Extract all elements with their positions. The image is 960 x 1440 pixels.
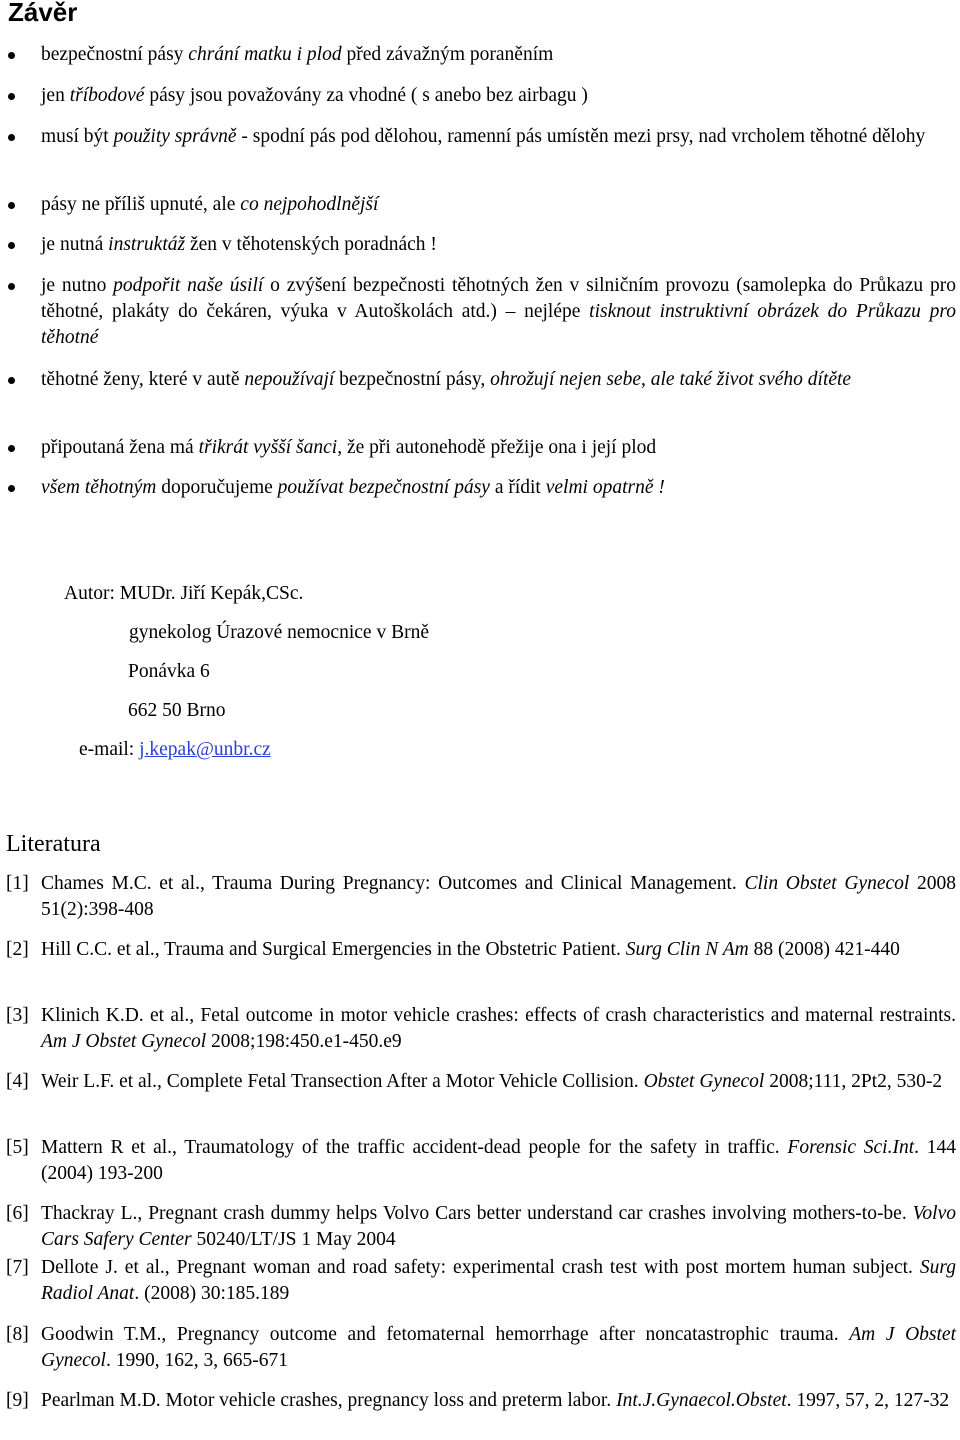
text-segment: 2008 51(2):398-408 xyxy=(41,873,956,920)
conclusion-item xyxy=(41,273,956,351)
reference-number: [4] xyxy=(6,1071,29,1092)
bullet-icon xyxy=(8,202,15,209)
author-city: 662 50 Brno xyxy=(128,700,226,721)
reference-item xyxy=(0,1069,956,1095)
reference-number: [1] xyxy=(6,873,29,894)
bullet-icon xyxy=(8,242,15,249)
reference-text xyxy=(41,1388,956,1414)
reference-number: [6] xyxy=(6,1203,29,1224)
reference-item xyxy=(0,1255,956,1307)
text-segment: Pearlman M.D. Motor vehicle crashes, pregnancy loss and preterm labor. xyxy=(41,1390,617,1411)
text-segment: . (2008) 30:185.189 xyxy=(134,1283,290,1304)
section-heading-literature: Literatura xyxy=(6,831,101,857)
text-segment: Weir L.F. et al., Complete Fetal Transection After a Motor Vehicle Collision. xyxy=(41,1071,644,1092)
text-segment: pásy ne příliš upnuté, ale xyxy=(41,194,241,215)
emphasis-text: třikrát vyšší šanci xyxy=(198,437,338,458)
reference-text xyxy=(41,937,956,963)
text-segment: pásy jsou považovány za vhodné ( s anebo bez airbagu ) xyxy=(144,85,588,106)
text-segment: bezpečnostní pásy, xyxy=(334,369,491,390)
text-segment: Mattern R et al., Traumatology of the traffic accident-dead people for the safety in traffic. xyxy=(41,1137,788,1158)
bullet-icon xyxy=(8,134,15,141)
text-segment: jen xyxy=(41,85,70,106)
emphasis-text: nepoužívají xyxy=(244,369,335,390)
bullet-icon xyxy=(8,52,15,59)
conclusion-item xyxy=(41,192,956,218)
author-name: Autor: MUDr. Jiří Kepák,CSc. xyxy=(64,583,304,604)
conclusion-item xyxy=(41,124,956,150)
emphasis-text: všem těhotným xyxy=(41,477,157,498)
emphasis-text: co nejpohodlnější xyxy=(240,194,379,215)
reference-text xyxy=(41,1069,956,1095)
conclusion-item-text xyxy=(41,477,665,498)
emphasis-text: velmi opatrně ! xyxy=(545,477,665,498)
text-segment: je nutná xyxy=(41,234,109,255)
emphasis-text: Obstet Gynecol xyxy=(643,1071,765,1092)
emphasis-text: Am J Obstet Gynecol xyxy=(41,1324,956,1371)
emphasis-text: Volvo Cars Safery Center xyxy=(41,1203,956,1250)
text-segment: . 1997, 57, 2, 127-32 xyxy=(786,1390,950,1411)
conclusion-item-text xyxy=(41,234,437,255)
text-segment: - spodní pás pod dělohou, ramenní pás umístěn mezi prsy, nad vrcholem těhotné dělohy xyxy=(236,126,926,147)
reference-item xyxy=(0,1003,956,1055)
text-segment: o zvýšení bezpečnosti těhotných žen v silničním provozu (samolepka do Průkazu pro těhotné, plakáty do čekáren, výuka v Autoškolách atd.) – nejlépe xyxy=(41,275,956,322)
reference-number: [2] xyxy=(6,939,29,960)
text-segment: připoutaná žena má xyxy=(41,437,199,458)
conclusion-item xyxy=(41,475,956,501)
emphasis-text: použity správně xyxy=(113,126,237,147)
text-segment: Hill C.C. et al., Trauma and Surgical Emergencies in the Obstetric Patient. xyxy=(41,939,626,960)
emphasis-text: Int.J.Gynaecol.Obstet xyxy=(616,1390,787,1411)
emphasis-text: tisknout instruktivní obrázek do Průkazu pro těhotné xyxy=(41,301,957,348)
text-segment: Thackray L., Pregnant crash dummy helps Volvo Cars better understand car crashes involving mothers-to-be. xyxy=(41,1203,913,1224)
text-segment: Klinich K.D. et al., Fetal outcome in motor vehicle crashes: effects of crash characteristics and maternal restraints. xyxy=(41,1005,956,1026)
text-segment: a řídit xyxy=(489,477,546,498)
text-segment: Dellote J. et al., Pregnant woman and road safety: experimental crash test with post mortem human subject. xyxy=(41,1257,920,1278)
reference-item xyxy=(0,1201,956,1253)
emphasis-text: ohrožují nejen sebe, ale také život svého dítěte xyxy=(490,369,852,390)
reference-item xyxy=(0,871,956,923)
text-segment: . 144 (2004) 193-200 xyxy=(41,1137,957,1184)
conclusion-item-text xyxy=(41,85,588,106)
text-segment: bezpečnostní pásy xyxy=(41,44,189,65)
reference-text xyxy=(41,1003,956,1055)
reference-number: [5] xyxy=(6,1137,29,1158)
author-email-line xyxy=(79,737,271,763)
author-street: Ponávka 6 xyxy=(128,661,210,682)
text-segment: , že při autonehodě přežije ona i její plod xyxy=(337,437,657,458)
conclusion-item xyxy=(41,232,956,258)
bullet-icon xyxy=(8,93,15,100)
emphasis-text: tříbodové xyxy=(69,85,145,106)
emphasis-text: instruktáž xyxy=(108,234,186,255)
bullet-icon xyxy=(8,283,15,290)
reference-text xyxy=(41,1201,956,1253)
emphasis-text: chrání matku i plod xyxy=(188,44,342,65)
text-segment: 88 (2008) 421-440 xyxy=(748,939,900,960)
bullet-icon xyxy=(8,445,15,452)
reference-number: [3] xyxy=(6,1005,29,1026)
text-segment: Chames M.C. et al., Trauma During Pregnancy: Outcomes and Clinical Management. xyxy=(41,873,745,894)
text-segment: doporučujeme xyxy=(156,477,278,498)
reference-text xyxy=(41,1322,956,1374)
conclusion-item-text xyxy=(41,273,956,351)
text-segment: Goodwin T.M., Pregnancy outcome and fetomaternal hemorrhage after noncatastrophic trauma. xyxy=(41,1324,850,1345)
emphasis-text: používat bezpečnostní pásy xyxy=(277,477,490,498)
reference-item xyxy=(0,1322,956,1374)
conclusion-item xyxy=(41,367,956,393)
text-segment: . 1990, 162, 3, 665-671 xyxy=(105,1350,288,1371)
reference-item xyxy=(0,1388,956,1414)
text-segment: 2008;198:450.e1-450.e9 xyxy=(206,1031,402,1052)
reference-text xyxy=(41,1135,956,1187)
text-segment: 50240/LT/JS 1 May 2004 xyxy=(191,1229,396,1250)
conclusion-item-text xyxy=(41,44,553,65)
bullet-icon xyxy=(8,377,15,384)
conclusion-item-text xyxy=(41,194,378,215)
text-segment: žen v těhotenských poradnách ! xyxy=(185,234,437,255)
text-segment: před závažným poraněním xyxy=(341,44,554,65)
reference-item xyxy=(0,937,956,963)
text-segment: musí být xyxy=(41,126,114,147)
text-segment: 2008;111, 2Pt2, 530-2 xyxy=(764,1071,943,1092)
conclusion-item-text xyxy=(41,126,925,147)
section-heading-conclusion: Závěr xyxy=(8,0,78,27)
email-label: e-mail: xyxy=(79,739,140,760)
emphasis-text: Surg Radiol Anat xyxy=(41,1257,956,1304)
emphasis-text: Am J Obstet Gynecol xyxy=(41,1031,207,1052)
conclusion-item-text xyxy=(41,369,851,390)
conclusion-item xyxy=(41,42,956,68)
emphasis-text: Surg Clin N Am xyxy=(625,939,749,960)
author-affiliation: gynekolog Úrazové nemocnice v Brně xyxy=(129,622,429,643)
reference-number: [8] xyxy=(6,1324,29,1345)
conclusion-item xyxy=(41,435,956,461)
emphasis-text: Clin Obstet Gynecol xyxy=(744,873,910,894)
emphasis-text: Forensic Sci.Int xyxy=(787,1137,915,1158)
reference-text xyxy=(41,1255,956,1307)
text-segment: je nutno xyxy=(41,275,114,296)
reference-text xyxy=(41,871,956,923)
reference-number: [9] xyxy=(6,1390,29,1411)
conclusion-item xyxy=(41,83,956,109)
emphasis-text: podpořit naše úsilí xyxy=(113,275,264,296)
bullet-icon xyxy=(8,485,15,492)
text-segment: těhotné ženy, které v autě xyxy=(41,369,245,390)
reference-item xyxy=(0,1135,956,1187)
email-link[interactable]: j.kepak@unbr.cz xyxy=(139,739,271,760)
reference-number: [7] xyxy=(6,1257,29,1278)
conclusion-item-text xyxy=(41,437,656,458)
